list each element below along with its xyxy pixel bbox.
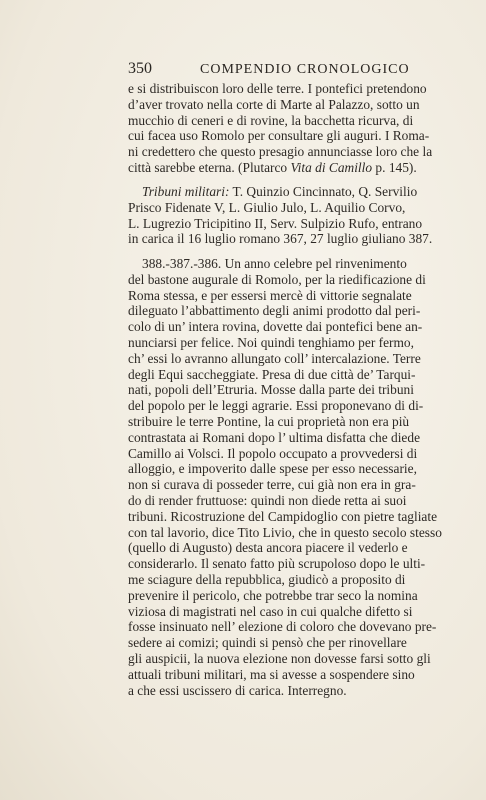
text-line: nati, popoli dell’Etruria. Mosse dalla parte dei tribuni bbox=[128, 382, 414, 398]
citation-page: p. 145). bbox=[372, 159, 417, 175]
text-line: considerarlo. Il senato fatto più scrupoloso dopo le ulti- bbox=[128, 556, 426, 572]
text-line-citation bbox=[128, 160, 452, 176]
text-line: gli auspicii, la nuova elezione non dovesse farsi sotto gli bbox=[128, 650, 431, 666]
text-line: del bastone augurale di Romolo, per la riedificazione di bbox=[128, 271, 426, 287]
text-line: non si curava di posseder terre, cui già non era in gra- bbox=[128, 477, 416, 493]
text-line: degli Equi saccheggiate. Presa di due città de’ Tarqui- bbox=[128, 366, 416, 382]
paragraph-tribuni-militari bbox=[128, 184, 452, 247]
page-header bbox=[128, 60, 450, 78]
text-line: me sciagure della repubblica, giudicò a proposito di bbox=[128, 571, 406, 587]
text-line: fosse insinuato nell’ elezione di coloro che dovevano pre- bbox=[128, 619, 437, 635]
text-line: nunciarsi per felice. Noi quindi tenghiamo per fermo, bbox=[128, 334, 414, 350]
text-line: cui facea uso Romolo per consultare gli auguri. I Roma- bbox=[128, 128, 430, 144]
paragraph-years-388-386 bbox=[128, 256, 452, 698]
text-line: ni credettero che questo presagio annunciasse loro che la bbox=[128, 144, 433, 160]
text-line: attuali tribuni militari, ma si avesse a sospendere sino bbox=[128, 666, 415, 682]
page-number: 350 bbox=[128, 60, 152, 77]
text-run: T. Quinzio Cincinnato, Q. Servilio bbox=[229, 184, 418, 199]
text-line: Roma stessa, e per essersi mercè di vittorie segnalate bbox=[128, 287, 412, 303]
citation-title: Vita di Camillo bbox=[290, 159, 373, 175]
text-line: Camillo ai Volsci. Il popolo occupato a provvedersi di bbox=[128, 445, 418, 461]
text-line: stribuire le terre Pontine, la cui proprietà non era più bbox=[128, 413, 410, 429]
text-line: prevenire il pericolo, che potrebbe trar seco la nomina bbox=[128, 587, 418, 603]
tribuni-label: Tribuni militari: bbox=[142, 184, 230, 199]
text-line-label bbox=[128, 184, 452, 200]
text-line: contrastata ai Romani dopo l’ ultima disfatta che diede bbox=[128, 429, 421, 445]
text-line: L. Lugrezio Tricipitino II, Serv. Sulpizio Rufo, entrano bbox=[128, 215, 423, 231]
text-line: in carica il 16 luglio romano 367, 27 luglio giuliano 387. bbox=[128, 231, 433, 247]
text-line: e si distribuiscon loro delle terre. I pontefici pretendono bbox=[128, 81, 427, 96]
running-title: COMPENDIO CRONOLOGICO bbox=[200, 62, 410, 77]
text-line: mucchio di ceneri e di rovine, la bacchetta ricurva, di bbox=[128, 112, 414, 128]
text-line: d’aver trovato nella corte di Marte al Palazzo, sotto un bbox=[128, 96, 420, 112]
text-run: città sarebbe eterna. (Plutarco bbox=[128, 159, 288, 175]
text-line: (quello di Augusto) desta ancora piacere il vederlo e bbox=[128, 540, 408, 556]
text-line: ch’ essi lo avranno allungato coll’ intercalazione. Terre bbox=[128, 350, 421, 366]
text-line: tribuni. Ricostruzione del Campidoglio con pietre tagliate bbox=[128, 508, 438, 524]
text-line: alloggio, e impoverito dalle spese per esso necessarie, bbox=[128, 461, 417, 477]
text-line: colo di un’ intera rovina, dovette dai pontefici bene an- bbox=[128, 319, 423, 335]
text-line: sedere ai comizi; quindi si pensò che per rinovellare bbox=[128, 635, 407, 651]
text-line: del popolo per le leggi agrarie. Essi proponevano di di- bbox=[128, 398, 424, 414]
text-line: viziosa di magistrati nel caso in cui qualche difetto si bbox=[128, 603, 413, 619]
text-line: con tal lavorio, dice Tito Livio, che in questo secolo stesso bbox=[128, 524, 442, 540]
text-line: 388.-387.-386. Un anno celebre pel rinvenimento bbox=[142, 256, 407, 271]
text-line: Prisco Fidenate V, L. Giulio Julo, L. Aquilio Corvo, bbox=[128, 199, 406, 215]
text-line: a che essi uscissero di carica. Interregno. bbox=[128, 682, 347, 698]
text-line: dileguato l’abbattimento degli animi prodotto dal peri- bbox=[128, 303, 421, 319]
paragraph-plutarch bbox=[128, 81, 452, 176]
text-line: do di render fruttuose: quindi non diede retta ai suoi bbox=[128, 492, 407, 508]
